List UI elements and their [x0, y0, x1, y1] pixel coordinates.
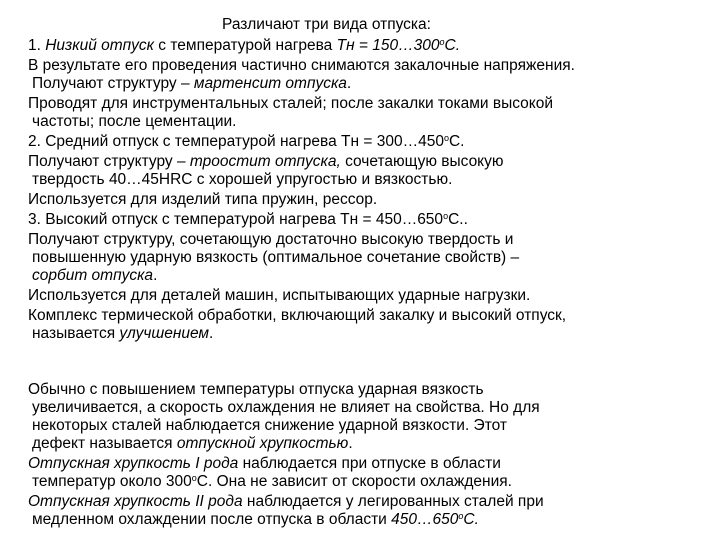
text-line: Комплекс термической обработки, включающий закалку и высокий отпуск, — [28, 307, 567, 324]
item-number: 1. — [28, 37, 46, 54]
springs-paragraph: Используется для изделий типа пружин, рессор. — [28, 191, 378, 208]
result-paragraph — [28, 57, 708, 93]
machine-parts-paragraph: Используется для деталей машин, испытывающих ударные нагрузки. — [28, 287, 531, 304]
text-span: Получают структуру – — [28, 153, 190, 170]
term-brittleness-type-2: Отпускная хрупкость II рода — [28, 493, 243, 510]
slide-title: Различают три вида отпуска: — [222, 16, 431, 33]
text-span: температур около 300 — [32, 473, 192, 490]
application-paragraph — [28, 95, 708, 131]
main-text-block — [28, 37, 708, 345]
term-low-tempering: Низкий отпуск — [45, 37, 154, 54]
text-span: сочетающую высокую — [340, 153, 504, 170]
brittleness-text-block — [28, 381, 708, 531]
text-line: 2. Средний отпуск с температурой нагрева Тн = 300…450 — [28, 133, 444, 150]
unit-text: С.. — [448, 211, 468, 228]
text-line-2 — [32, 511, 708, 529]
text-span: . — [346, 75, 352, 92]
text-line-2 — [32, 473, 708, 491]
text-line: Получают структуру, сочетающую достаточно высокую твердость и — [28, 231, 514, 248]
high-tempering-paragraph — [28, 211, 708, 229]
degree-sign: о — [443, 211, 449, 221]
term-martensite: мартенсит отпуска — [193, 75, 347, 92]
term-troostite: троостит отпуска, — [189, 153, 341, 170]
text-line-2 — [32, 75, 708, 93]
brittleness-type-1-paragraph — [28, 455, 708, 491]
unit-text: С. — [463, 511, 479, 528]
text-line: Обычно с повышением температуры отпуска ударная вязкость — [28, 381, 484, 398]
degree-sign: о — [458, 511, 464, 521]
low-tempering-paragraph — [28, 37, 708, 55]
degree-sign: о — [439, 37, 445, 47]
text-line: 3. Высокий отпуск с температурой нагрева Тн = 450…650 — [28, 211, 444, 228]
unit-text: С. — [448, 133, 465, 150]
text-span: наблюдается у легированных сталей при — [242, 493, 544, 510]
brittleness-type-2-paragraph — [28, 493, 708, 529]
text-line-2: увеличивается, а скорость охлаждения не влияет на свойства. Но для — [32, 399, 540, 416]
text-span: . — [153, 267, 158, 284]
medium-tempering-paragraph — [28, 133, 708, 151]
term-improvement: улучшением — [119, 325, 210, 342]
text-line-4 — [32, 435, 708, 453]
text-line-2: частоты; после цементации. — [32, 113, 237, 130]
temperature-range: 450…650 — [391, 511, 459, 528]
term-sorbite: сорбит отпуска — [32, 267, 154, 284]
text-line: В результате его проведения частично снимаются закалочные напряжения. — [28, 57, 575, 74]
unit-text: С. — [444, 37, 461, 54]
text-span: наблюдается при отпуске в области — [238, 455, 501, 472]
text-line-2: повышенную ударную вязкость (оптимальное сочетание свойств) – — [32, 249, 520, 266]
term-temper-brittleness: отпускной хрупкостью — [176, 435, 349, 452]
text-line-2: твердость 40…45HRC с хорошей упругостью и вязкостью. — [32, 171, 453, 188]
troostite-paragraph — [28, 153, 708, 189]
text-line-3: некоторых сталей наблюдается снижение ударной вязкости. Этот — [32, 417, 508, 434]
text-line-3 — [32, 267, 708, 285]
temperature-formula: Тн = 150…300 — [336, 37, 440, 54]
text-span: называется — [32, 325, 120, 342]
text-span: дефект называется — [32, 435, 177, 452]
text-line-2 — [32, 325, 708, 343]
impact-toughness-paragraph — [28, 381, 708, 453]
degree-sign: о — [443, 133, 449, 143]
text-span: медленном охлаждении после отпуска в области — [32, 511, 392, 528]
text-span: С. Она не зависит от скорости охлаждения. — [196, 473, 512, 490]
text-span: . — [209, 325, 214, 342]
text-span: . — [348, 435, 353, 452]
term-brittleness-type-1: Отпускная хрупкость I рода — [28, 455, 239, 472]
text-span: с температурой нагрева — [154, 37, 337, 54]
sorbite-paragraph — [28, 231, 708, 285]
improvement-paragraph — [28, 307, 708, 343]
degree-sign: о — [191, 473, 197, 483]
text-line: Проводят для инструментальных сталей; после закалки токами высокой — [28, 95, 553, 112]
text-span: Получают структуру – — [32, 75, 194, 92]
